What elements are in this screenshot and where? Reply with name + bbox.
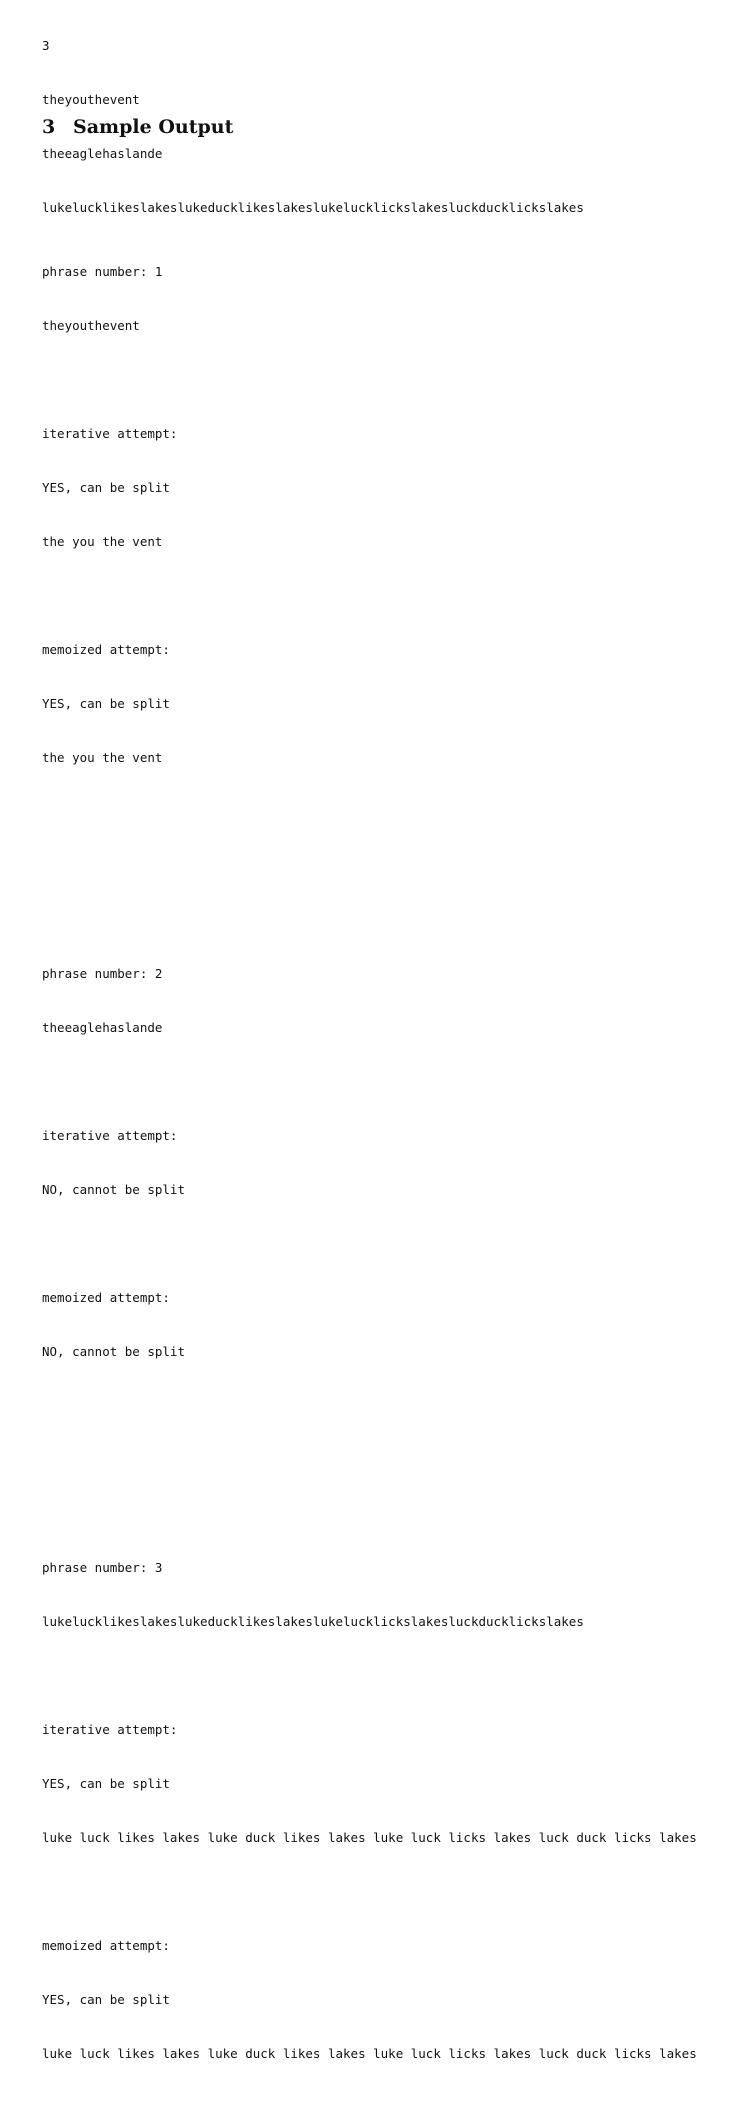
input-line-count: 3 xyxy=(42,38,50,53)
section-number: 3 xyxy=(42,116,56,138)
memoized-label: memoized attempt: xyxy=(42,642,170,657)
memoized-label: memoized attempt: xyxy=(42,1938,170,1953)
input-line: lukelucklikeslakeslukeducklikeslakeslukelucklickslakesluckducklickslakes xyxy=(42,200,584,215)
iterative-result: YES, can be split xyxy=(42,480,170,495)
section-heading xyxy=(42,114,233,140)
input-line: theyouthevent xyxy=(42,92,140,107)
iterative-label: iterative attempt: xyxy=(42,1722,178,1737)
memoized-result: YES, can be split xyxy=(42,696,170,711)
iterative-label: iterative attempt: xyxy=(42,1128,178,1143)
iterative-split: luke luck likes lakes luke duck likes lakes luke luck licks lakes luck duck licks lakes xyxy=(42,1830,697,1845)
phrase-text: theyouthevent xyxy=(42,318,140,333)
phrase-header: phrase number: 1 xyxy=(42,264,163,279)
memoized-result: YES, can be split xyxy=(42,1992,170,2007)
phrase-block-1 xyxy=(42,227,697,803)
iterative-result: YES, can be split xyxy=(42,1776,170,1791)
memoized-split: luke luck likes lakes luke duck likes lakes luke luck licks lakes luck duck licks lakes xyxy=(42,2046,697,2061)
iterative-split: the you the vent xyxy=(42,534,163,549)
input-line: theeaglehaslande xyxy=(42,146,163,161)
phrase-header: phrase number: 2 xyxy=(42,966,163,981)
sample-output-block xyxy=(42,173,697,2117)
phrase-text: theeaglehaslande xyxy=(42,1020,163,1035)
phrase-text: lukelucklikeslakeslukeducklikeslakeslukelucklickslakesluckducklickslakes xyxy=(42,1614,584,1629)
memoized-label: memoized attempt: xyxy=(42,1290,170,1305)
phrase-header: phrase number: 3 xyxy=(42,1560,163,1575)
iterative-label: iterative attempt: xyxy=(42,426,178,441)
memoized-result: NO, cannot be split xyxy=(42,1344,185,1359)
section-title: Sample Output xyxy=(73,116,234,138)
phrase-block-3 xyxy=(42,1523,697,2099)
phrase-block-2 xyxy=(42,929,697,1397)
iterative-result: NO, cannot be split xyxy=(42,1182,185,1197)
memoized-split: the you the vent xyxy=(42,750,163,765)
